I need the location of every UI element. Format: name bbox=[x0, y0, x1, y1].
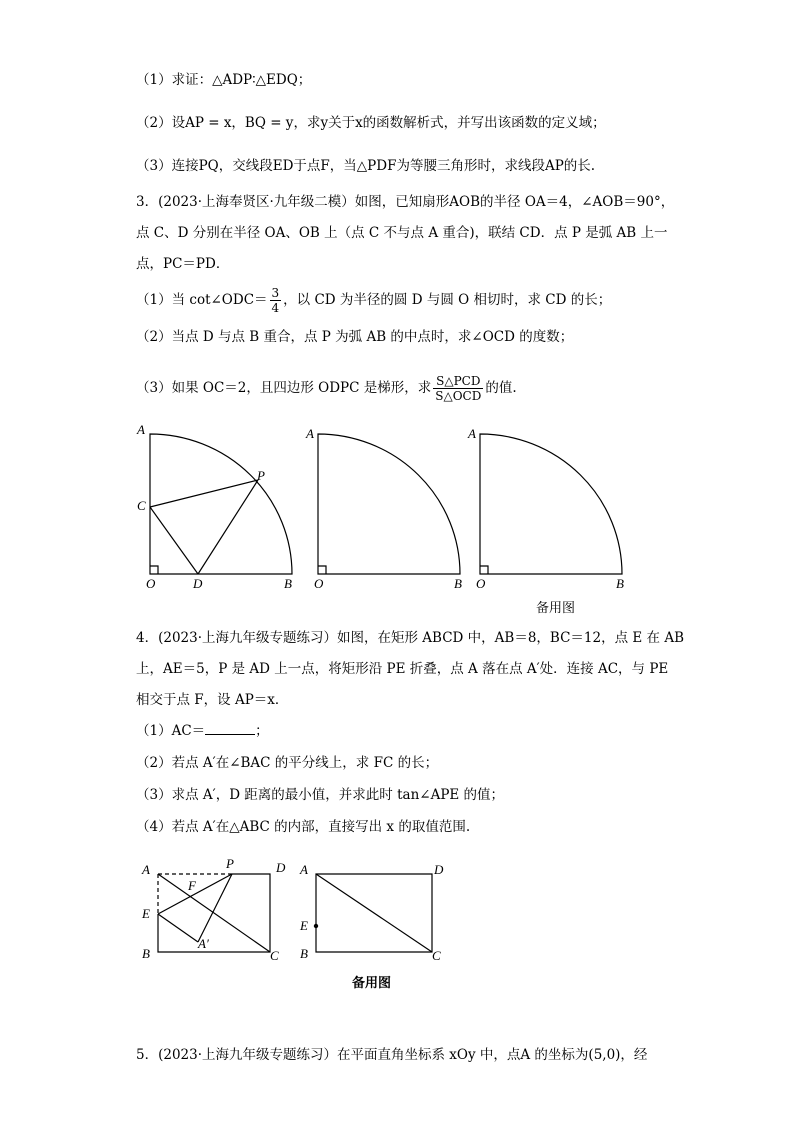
q4-figure-spare bbox=[316, 874, 432, 952]
q4-intro-line3: 相交于点 F，设 AP＝x． bbox=[136, 692, 289, 708]
label-p: P bbox=[226, 856, 234, 871]
segment-cp bbox=[150, 480, 258, 507]
label-e-2: E bbox=[300, 918, 308, 933]
label-p: P bbox=[257, 468, 265, 483]
q4-figures bbox=[136, 852, 456, 967]
q3-part3-fraction bbox=[433, 374, 483, 403]
q3-part3 bbox=[136, 374, 517, 403]
q3-part1-pre: （1）当 cot∠ODC＝ bbox=[136, 292, 268, 308]
answer-blank bbox=[205, 722, 255, 735]
label-b-2: B bbox=[300, 946, 308, 961]
q3-part1 bbox=[136, 286, 611, 315]
q3-part1-fraction bbox=[270, 286, 282, 315]
label-a-3: A bbox=[468, 426, 476, 441]
label-a-2: A bbox=[306, 426, 314, 441]
q3-part3-denominator: S△OCD bbox=[435, 389, 482, 403]
q3-part3-post: 的值. bbox=[485, 380, 517, 396]
label-c-2: C bbox=[432, 948, 441, 963]
label-d: D bbox=[193, 576, 203, 591]
segment-pa1 bbox=[198, 874, 232, 942]
q4-intro-line1: 4．(2023·上海九年级专题练习）如图，在矩形 ABCD 中，AB＝8，BC＝12，点 E 在 AB bbox=[136, 630, 684, 646]
q4-part2: （2）若点 A′在∠BAC 的平分线上，求 FC 的长； bbox=[136, 755, 439, 771]
label-b-3: B bbox=[616, 576, 624, 591]
label-b: B bbox=[284, 576, 292, 591]
label-b-2: B bbox=[454, 576, 462, 591]
q3-spare-caption: 备用图 bbox=[536, 601, 576, 616]
q3-intro-line3: 点，PC＝PD． bbox=[136, 256, 230, 272]
q3-part1-denominator: 4 bbox=[271, 301, 280, 315]
label-a-prime: A′ bbox=[198, 936, 209, 951]
label-o: O bbox=[146, 576, 156, 591]
label-d: D bbox=[276, 860, 286, 875]
q4-part1 bbox=[136, 722, 269, 740]
q3-part3-numerator: S△PCD bbox=[433, 374, 483, 389]
q2-part2: （2）设AP = x，BQ = y，求y关于x的函数解析式，并写出该函数的定义域； bbox=[136, 115, 606, 131]
right-angle-mark bbox=[150, 566, 158, 574]
q3-part3-pre: （3）如果 OC＝2，且四边形 ODPC 是梯形，求 bbox=[136, 380, 432, 396]
segment-cd bbox=[150, 507, 198, 574]
q4-figure-main bbox=[158, 874, 270, 952]
label-a: A bbox=[142, 862, 150, 877]
label-e: E bbox=[142, 906, 150, 921]
q3-intro-line1: 3．(2023·上海奉贤区·九年级二模）如图，已知扇形AOB的半径 OA＝4，∠AOB＝90°， bbox=[136, 194, 675, 210]
q4-part1-end: ； bbox=[255, 723, 269, 739]
point-e-dot bbox=[314, 924, 318, 928]
q5-intro-line1: 5．(2023·上海九年级专题练习）在平面直角坐标系 xOy 中，点A 的坐标为(5,0)，经 bbox=[136, 1047, 648, 1063]
label-o-2: O bbox=[314, 576, 324, 591]
q4-part1-text: （1）AC＝ bbox=[136, 723, 206, 739]
q3-figures bbox=[130, 420, 650, 600]
label-a: A bbox=[137, 422, 145, 437]
q4-intro-line2: 上，AE＝5，P 是 AD 上一点，将矩形沿 PE 折叠，点 A 落在点 A′处．连接 AC，与 PE bbox=[136, 661, 669, 677]
sector-outline bbox=[150, 434, 292, 574]
label-b: B bbox=[142, 946, 150, 961]
q3-part2: （2）当点 D 与点 B 重合，点 P 为弧 AB 的中点时，求∠OCD 的度数； bbox=[136, 329, 574, 345]
q2-part1: （1）求证：△ADP∶△EDQ； bbox=[136, 72, 312, 88]
label-c: C bbox=[270, 948, 279, 963]
diagonal-ac bbox=[158, 874, 270, 952]
label-f: F bbox=[188, 878, 196, 893]
label-d-2: D bbox=[434, 862, 444, 877]
q4-part4: （4）若点 A′在△ABC 的内部，直接写出 x 的取值范围. bbox=[136, 819, 471, 835]
q4-part3: （3）求点 A′，D 距离的最小值，并求此时 tan∠APE 的值； bbox=[136, 787, 505, 803]
q3-intro-line2: 点 C、D 分别在半径 OA、OB 上（点 C 不与点 A 重合)，联结 CD．点 P 是弧 AB 上一 bbox=[136, 225, 668, 241]
label-a-2: A bbox=[300, 862, 308, 877]
label-c: C bbox=[137, 498, 146, 513]
q3-figure-spare1 bbox=[318, 434, 460, 574]
q3-part1-post: ，以 CD 为半径的圆 D 与圆 O 相切时，求 CD 的长； bbox=[283, 292, 612, 308]
q3-figure-main bbox=[150, 434, 292, 574]
q3-part1-numerator: 3 bbox=[271, 286, 280, 300]
segment-ea1 bbox=[158, 914, 198, 942]
q2-part3: （3）连接PQ，交线段ED于点F，当△PDF为等腰三角形时，求线段AP的长. bbox=[136, 158, 596, 174]
q4-spare-caption: 备用图 bbox=[352, 976, 392, 991]
segment-dp bbox=[198, 480, 258, 574]
q3-figure-spare2 bbox=[480, 434, 622, 574]
label-o-3: O bbox=[476, 576, 486, 591]
